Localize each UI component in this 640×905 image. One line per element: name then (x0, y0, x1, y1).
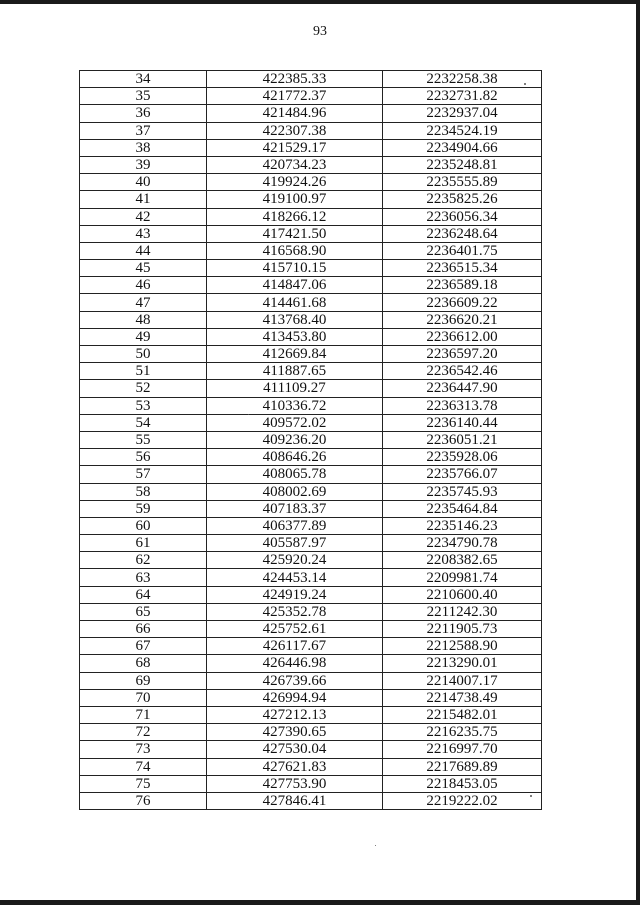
table-row (80, 792, 542, 809)
table-row (80, 346, 542, 363)
y-coordinate-cell: 2215482.01 (383, 706, 542, 723)
x-coordinate-cell: 427753.90 (207, 775, 383, 792)
x-coordinate-cell: 417421.50 (207, 225, 383, 242)
table-row (80, 363, 542, 380)
x-coordinate-cell: 420734.23 (207, 156, 383, 173)
x-coordinate-cell: 412669.84 (207, 346, 383, 363)
y-coordinate-cell: 2212588.90 (383, 638, 542, 655)
x-coordinate-cell: 415710.15 (207, 260, 383, 277)
x-coordinate-cell: 425920.24 (207, 552, 383, 569)
point-number-cell: 49 (80, 328, 207, 345)
x-coordinate-cell: 427212.13 (207, 706, 383, 723)
table-row (80, 397, 542, 414)
x-coordinate-cell: 421772.37 (207, 88, 383, 105)
y-coordinate-cell: 2213290.01 (383, 655, 542, 672)
table-row (80, 105, 542, 122)
point-number-cell: 71 (80, 706, 207, 723)
table-row (80, 706, 542, 723)
x-coordinate-cell: 422307.38 (207, 122, 383, 139)
x-coordinate-cell: 414847.06 (207, 277, 383, 294)
point-number-cell: 68 (80, 655, 207, 672)
table-row (80, 517, 542, 534)
y-coordinate-cell: 2236056.34 (383, 208, 542, 225)
point-number-cell: 42 (80, 208, 207, 225)
y-coordinate-cell: 2234524.19 (383, 122, 542, 139)
point-number-cell: 47 (80, 294, 207, 311)
table-row (80, 260, 542, 277)
table-row (80, 208, 542, 225)
point-number-cell: 63 (80, 569, 207, 586)
table-row (80, 724, 542, 741)
y-coordinate-cell: 2236589.18 (383, 277, 542, 294)
table-row (80, 88, 542, 105)
table-row (80, 741, 542, 758)
table-row (80, 552, 542, 569)
y-coordinate-cell: 2236447.90 (383, 380, 542, 397)
table-row (80, 328, 542, 345)
y-coordinate-cell: 2236609.22 (383, 294, 542, 311)
scan-edge-top (0, 0, 640, 4)
point-number-cell: 73 (80, 741, 207, 758)
point-number-cell: 43 (80, 225, 207, 242)
x-coordinate-cell: 426446.98 (207, 655, 383, 672)
point-number-cell: 57 (80, 466, 207, 483)
y-coordinate-cell: 2235248.81 (383, 156, 542, 173)
point-number-cell: 69 (80, 672, 207, 689)
point-number-cell: 76 (80, 792, 207, 809)
y-coordinate-cell: 2214738.49 (383, 689, 542, 706)
table-row (80, 311, 542, 328)
point-number-cell: 45 (80, 260, 207, 277)
table-row (80, 191, 542, 208)
table-row (80, 431, 542, 448)
y-coordinate-cell: 2232258.38 (383, 71, 542, 88)
table-row (80, 758, 542, 775)
y-coordinate-cell: 2211242.30 (383, 603, 542, 620)
point-number-cell: 70 (80, 689, 207, 706)
table-row (80, 569, 542, 586)
y-coordinate-cell: 2235745.93 (383, 483, 542, 500)
point-number-cell: 54 (80, 414, 207, 431)
table-row (80, 294, 542, 311)
point-number-cell: 72 (80, 724, 207, 741)
y-coordinate-cell: 2214007.17 (383, 672, 542, 689)
table-row (80, 621, 542, 638)
x-coordinate-cell: 411887.65 (207, 363, 383, 380)
x-coordinate-cell: 422385.33 (207, 71, 383, 88)
x-coordinate-cell: 410336.72 (207, 397, 383, 414)
x-coordinate-cell: 421484.96 (207, 105, 383, 122)
y-coordinate-cell: 2209981.74 (383, 569, 542, 586)
y-coordinate-cell: 2236542.46 (383, 363, 542, 380)
y-coordinate-cell: 2235928.06 (383, 449, 542, 466)
x-coordinate-cell: 426994.94 (207, 689, 383, 706)
x-coordinate-cell: 414461.68 (207, 294, 383, 311)
point-number-cell: 61 (80, 535, 207, 552)
table-row (80, 122, 542, 139)
table-row (80, 71, 542, 88)
x-coordinate-cell: 418266.12 (207, 208, 383, 225)
y-coordinate-cell: 2234904.66 (383, 139, 542, 156)
x-coordinate-cell: 427530.04 (207, 741, 383, 758)
scan-speck (530, 795, 532, 797)
x-coordinate-cell: 424919.24 (207, 586, 383, 603)
table-row (80, 174, 542, 191)
y-coordinate-cell: 2236140.44 (383, 414, 542, 431)
y-coordinate-cell: 2234790.78 (383, 535, 542, 552)
y-coordinate-cell: 2236248.64 (383, 225, 542, 242)
page-number: 93 (313, 24, 327, 39)
y-coordinate-cell: 2219222.02 (383, 792, 542, 809)
x-coordinate-cell: 406377.89 (207, 517, 383, 534)
point-number-cell: 62 (80, 552, 207, 569)
x-coordinate-cell: 424453.14 (207, 569, 383, 586)
coordinates-table-body (80, 71, 542, 810)
point-number-cell: 38 (80, 139, 207, 156)
point-number-cell: 59 (80, 500, 207, 517)
y-coordinate-cell: 2236515.34 (383, 260, 542, 277)
y-coordinate-cell: 2236051.21 (383, 431, 542, 448)
x-coordinate-cell: 408002.69 (207, 483, 383, 500)
scan-speck (375, 845, 376, 846)
y-coordinate-cell: 2208382.65 (383, 552, 542, 569)
y-coordinate-cell: 2236597.20 (383, 346, 542, 363)
point-number-cell: 46 (80, 277, 207, 294)
x-coordinate-cell: 426739.66 (207, 672, 383, 689)
table-row (80, 500, 542, 517)
point-number-cell: 67 (80, 638, 207, 655)
y-coordinate-cell: 2235766.07 (383, 466, 542, 483)
x-coordinate-cell: 413768.40 (207, 311, 383, 328)
point-number-cell: 53 (80, 397, 207, 414)
scan-edge-bottom (0, 900, 640, 905)
point-number-cell: 51 (80, 363, 207, 380)
table-row (80, 535, 542, 552)
point-number-cell: 66 (80, 621, 207, 638)
point-number-cell: 64 (80, 586, 207, 603)
x-coordinate-cell: 421529.17 (207, 139, 383, 156)
point-number-cell: 34 (80, 71, 207, 88)
x-coordinate-cell: 409236.20 (207, 431, 383, 448)
x-coordinate-cell: 427621.83 (207, 758, 383, 775)
y-coordinate-cell: 2235146.23 (383, 517, 542, 534)
point-number-cell: 60 (80, 517, 207, 534)
table-row (80, 483, 542, 500)
y-coordinate-cell: 2236612.00 (383, 328, 542, 345)
y-coordinate-cell: 2232937.04 (383, 105, 542, 122)
y-coordinate-cell: 2235555.89 (383, 174, 542, 191)
x-coordinate-cell: 419924.26 (207, 174, 383, 191)
y-coordinate-cell: 2218453.05 (383, 775, 542, 792)
y-coordinate-cell: 2236620.21 (383, 311, 542, 328)
point-number-cell: 41 (80, 191, 207, 208)
table-row (80, 638, 542, 655)
table-row (80, 139, 542, 156)
table-row (80, 586, 542, 603)
point-number-cell: 40 (80, 174, 207, 191)
point-number-cell: 36 (80, 105, 207, 122)
table-row (80, 449, 542, 466)
point-number-cell: 39 (80, 156, 207, 173)
y-coordinate-cell: 2211905.73 (383, 621, 542, 638)
scan-speck (248, 414, 249, 415)
y-coordinate-cell: 2217689.89 (383, 758, 542, 775)
table-row (80, 414, 542, 431)
y-coordinate-cell: 2232731.82 (383, 88, 542, 105)
point-number-cell: 56 (80, 449, 207, 466)
scan-speck (524, 83, 526, 85)
x-coordinate-cell: 413453.80 (207, 328, 383, 345)
x-coordinate-cell: 405587.97 (207, 535, 383, 552)
point-number-cell: 65 (80, 603, 207, 620)
y-coordinate-cell: 2236313.78 (383, 397, 542, 414)
y-coordinate-cell: 2216997.70 (383, 741, 542, 758)
x-coordinate-cell: 419100.97 (207, 191, 383, 208)
point-number-cell: 55 (80, 431, 207, 448)
table-row (80, 242, 542, 259)
point-number-cell: 35 (80, 88, 207, 105)
table-row (80, 655, 542, 672)
x-coordinate-cell: 426117.67 (207, 638, 383, 655)
x-coordinate-cell: 408646.26 (207, 449, 383, 466)
x-coordinate-cell: 427390.65 (207, 724, 383, 741)
y-coordinate-cell: 2235464.84 (383, 500, 542, 517)
y-coordinate-cell: 2210600.40 (383, 586, 542, 603)
x-coordinate-cell: 408065.78 (207, 466, 383, 483)
x-coordinate-cell: 407183.37 (207, 500, 383, 517)
point-number-cell: 58 (80, 483, 207, 500)
point-number-cell: 75 (80, 775, 207, 792)
point-number-cell: 50 (80, 346, 207, 363)
table-row (80, 380, 542, 397)
scan-edge-right (636, 0, 640, 905)
x-coordinate-cell: 427846.41 (207, 792, 383, 809)
table-row (80, 156, 542, 173)
x-coordinate-cell: 425752.61 (207, 621, 383, 638)
x-coordinate-cell: 425352.78 (207, 603, 383, 620)
coordinates-table (79, 70, 542, 810)
table-row (80, 603, 542, 620)
point-number-cell: 44 (80, 242, 207, 259)
y-coordinate-cell: 2235825.26 (383, 191, 542, 208)
table-row (80, 225, 542, 242)
table-row (80, 672, 542, 689)
x-coordinate-cell: 416568.90 (207, 242, 383, 259)
x-coordinate-cell: 411109.27 (207, 380, 383, 397)
point-number-cell: 37 (80, 122, 207, 139)
table-row (80, 466, 542, 483)
y-coordinate-cell: 2216235.75 (383, 724, 542, 741)
table-row (80, 277, 542, 294)
point-number-cell: 48 (80, 311, 207, 328)
table-row (80, 775, 542, 792)
point-number-cell: 74 (80, 758, 207, 775)
y-coordinate-cell: 2236401.75 (383, 242, 542, 259)
table-row (80, 689, 542, 706)
point-number-cell: 52 (80, 380, 207, 397)
x-coordinate-cell: 409572.02 (207, 414, 383, 431)
